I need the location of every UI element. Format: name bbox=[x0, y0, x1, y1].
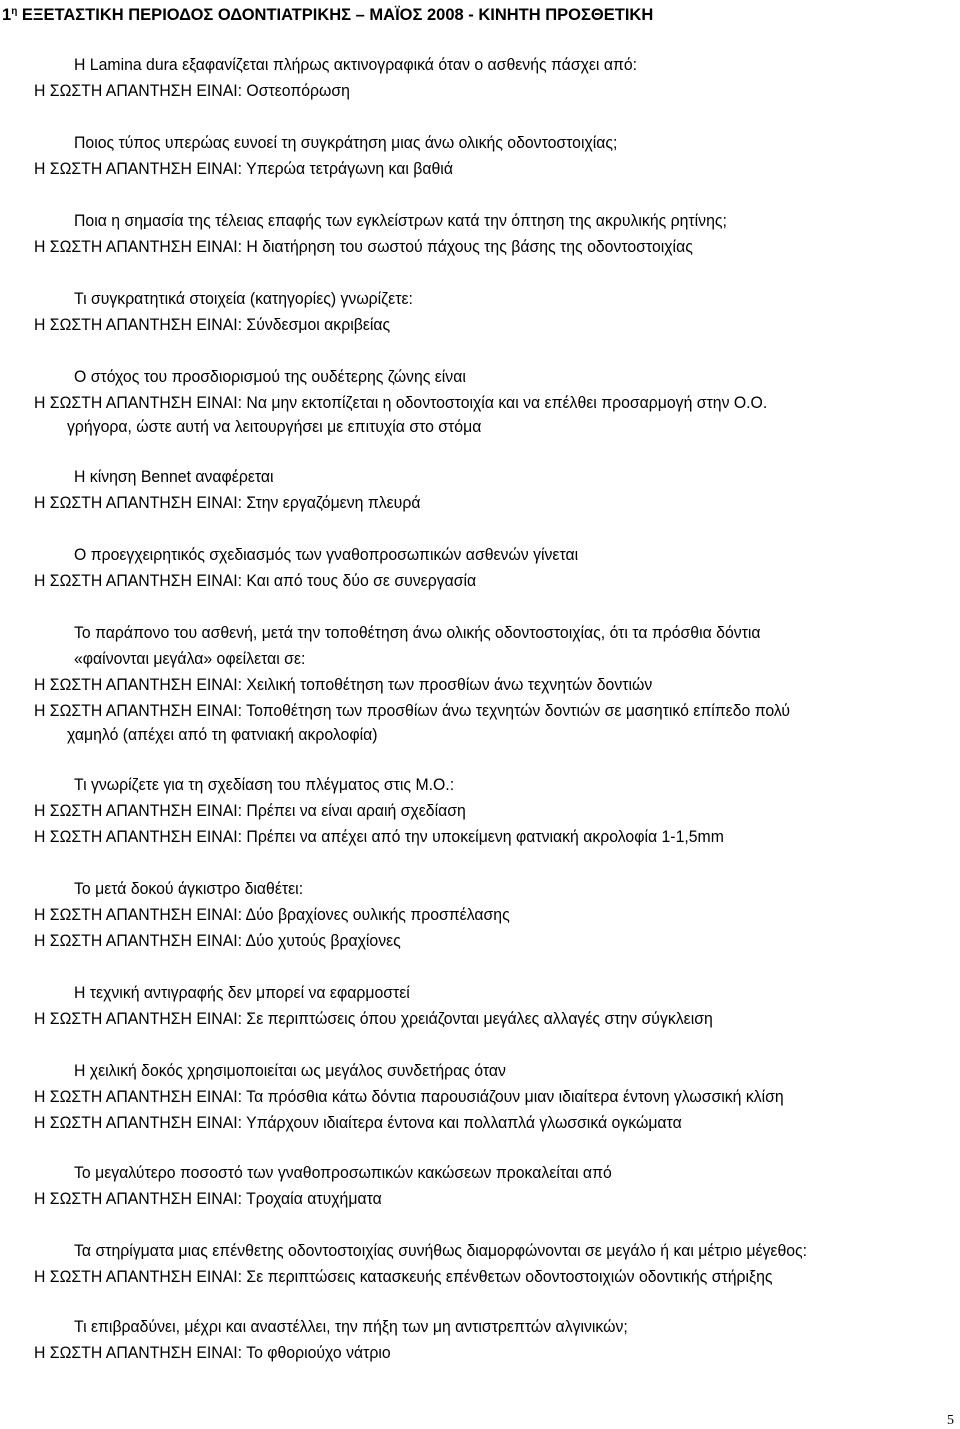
question-line: Το μεγαλύτερο ποσοστό των γναθοπροσωπικών κακώσεων προκαλείται από bbox=[74, 1163, 612, 1182]
answer-line: Η ΣΩΣΤΗ ΑΠΑΝΤΗΣΗ ΕΙΝΑΙ: Υπάρχουν ιδιαίτερα έντονα και πολλαπλά γλωσσικά ογκώματα bbox=[34, 1113, 682, 1132]
question-line: Τι επιβραδύνει, μέχρι και αναστέλλει, την πήξη των μη αντιστρεπτών αλγινικών; bbox=[74, 1317, 628, 1336]
question-line: Ο στόχος του προσδιορισμού της ουδέτερης ζώνης είναι bbox=[74, 367, 466, 386]
question-line: Τι συγκρατητικά στοιχεία (κατηγορίες) γνωρίζετε: bbox=[74, 289, 413, 308]
question-line: Η χειλική δοκός χρησιμοποιείται ως μεγάλος συνδετήρας όταν bbox=[74, 1061, 506, 1080]
question-line: Τα στηρίγματα μιας επένθετης οδοντοστοιχίας συνήθως διαμορφώνονται σε μεγάλο ή και μέτριο μέγεθος: bbox=[74, 1241, 808, 1260]
question-line: Το μετά δοκού άγκιστρο διαθέτει: bbox=[74, 879, 304, 898]
answer-line: Η ΣΩΣΤΗ ΑΠΑΝΤΗΣΗ ΕΙΝΑΙ: Πρέπει να είναι αραιή σχεδίαση bbox=[34, 801, 466, 820]
page-number: 5 bbox=[947, 1413, 954, 1428]
answer-continuation: γρήγορα, ώστε αυτή να λειτουργήσει με επιτυχία στο στόμα bbox=[67, 417, 482, 436]
heading-title: ΕΞΕΤΑΣΤΙΚΗ ΠΕΡΙΟΔΟΣ ΟΔΟΝΤΙΑΤΡΙΚΗΣ – ΜΑΪΟΣ 2008 - ΚΙΝΗΤΗ ΠΡΟΣΘΕΤΙΚΗ bbox=[17, 6, 654, 24]
question-line: Ποια η σημασία της τέλειας επαφής των εγκλείστρων κατά την όπτηση της ακρυλικής ρητίνης; bbox=[74, 211, 727, 230]
page-heading bbox=[2, 6, 653, 25]
question-line: Το παράπονο του ασθενή, μετά την τοποθέτηση άνω ολικής οδοντοστοιχίας, ότι τα πρόσθια δόντια bbox=[74, 623, 761, 642]
answer-line: Η ΣΩΣΤΗ ΑΠΑΝΤΗΣΗ ΕΙΝΑΙ: Σε περιπτώσεις κατασκευής επένθετων οδοντοστοιχιών οδοντικής στήριξης bbox=[34, 1267, 773, 1286]
answer-line: Η ΣΩΣΤΗ ΑΠΑΝΤΗΣΗ ΕΙΝΑΙ: Τροχαία ατυχήματα bbox=[34, 1189, 382, 1208]
answer-line: Η ΣΩΣΤΗ ΑΠΑΝΤΗΣΗ ΕΙΝΑΙ: Τα πρόσθια κάτω δόντια παρουσιάζουν μιαν ιδιαίτερα έντονη γλωσσική κλίση bbox=[34, 1087, 784, 1106]
question-continuation: «φαίνονται μεγάλα» οφείλεται σε: bbox=[74, 649, 306, 668]
answer-line: Η ΣΩΣΤΗ ΑΠΑΝΤΗΣΗ ΕΙΝΑΙ: Το φθοριούχο νάτριο bbox=[34, 1343, 391, 1362]
heading-ordinal: η bbox=[11, 6, 18, 17]
answer-line: Η ΣΩΣΤΗ ΑΠΑΝΤΗΣΗ ΕΙΝΑΙ: Οστεοπόρωση bbox=[34, 81, 350, 100]
answer-line: Η ΣΩΣΤΗ ΑΠΑΝΤΗΣΗ ΕΙΝΑΙ: Στην εργαζόμενη πλευρά bbox=[34, 493, 421, 512]
question-line: Η κίνηση Bennet αναφέρεται bbox=[74, 467, 274, 486]
answer-line: Η ΣΩΣΤΗ ΑΠΑΝΤΗΣΗ ΕΙΝΑΙ: Σύνδεσμοι ακριβείας bbox=[34, 315, 391, 334]
question-line: Η τεχνική αντιγραφής δεν μπορεί να εφαρμοστεί bbox=[74, 983, 410, 1002]
answer-line: Η ΣΩΣΤΗ ΑΠΑΝΤΗΣΗ ΕΙΝΑΙ: Δύο χυτούς βραχίονες bbox=[34, 931, 401, 950]
answer-line: Η ΣΩΣΤΗ ΑΠΑΝΤΗΣΗ ΕΙΝΑΙ: Δύο βραχίονες ουλικής προσπέλασης bbox=[34, 905, 510, 924]
answer-line: Η ΣΩΣΤΗ ΑΠΑΝΤΗΣΗ ΕΙΝΑΙ: Και από τους δύο σε συνεργασία bbox=[34, 571, 477, 590]
answer-line: Η ΣΩΣΤΗ ΑΠΑΝΤΗΣΗ ΕΙΝΑΙ: Να μην εκτοπίζεται η οδοντοστοιχία και να επέλθει προσαρμογή στην Ο.Ο. bbox=[34, 393, 768, 412]
answer-line: Η ΣΩΣΤΗ ΑΠΑΝΤΗΣΗ ΕΙΝΑΙ: Η διατήρηση του σωστού πάχους της βάσης της οδοντοστοιχίας bbox=[34, 237, 693, 256]
answer-line: Η ΣΩΣΤΗ ΑΠΑΝΤΗΣΗ ΕΙΝΑΙ: Υπερώα τετράγωνη και βαθιά bbox=[34, 159, 453, 178]
question-line: Τι γνωρίζετε για τη σχεδίαση του πλέγματος στις Μ.Ο.: bbox=[74, 775, 455, 794]
question-line: Ποιος τύπος υπερώας ευνοεί τη συγκράτηση μιας άνω ολικής οδοντοστοιχίας; bbox=[74, 133, 618, 152]
answer-line: Η ΣΩΣΤΗ ΑΠΑΝΤΗΣΗ ΕΙΝΑΙ: Τοποθέτηση των προσθίων άνω τεχνητών δοντιών σε μασητικό επίπεδο πολύ bbox=[34, 701, 791, 720]
question-line: Η Lamina dura εξαφανίζεται πλήρως ακτινογραφικά όταν ο ασθενής πάσχει από: bbox=[74, 55, 638, 74]
answer-line: Η ΣΩΣΤΗ ΑΠΑΝΤΗΣΗ ΕΙΝΑΙ: Πρέπει να απέχει από την υποκείμενη φατνιακή ακρολοφία 1-1,5mm bbox=[34, 827, 724, 846]
heading-number: 1 bbox=[2, 6, 12, 24]
answer-line: Η ΣΩΣΤΗ ΑΠΑΝΤΗΣΗ ΕΙΝΑΙ: Χειλική τοποθέτηση των προσθίων άνω τεχνητών δοντιών bbox=[34, 675, 653, 694]
question-line: Ο προεγχειρητικός σχεδιασμός των γναθοπροσωπικών ασθενών γίνεται bbox=[74, 545, 579, 564]
answer-line: Η ΣΩΣΤΗ ΑΠΑΝΤΗΣΗ ΕΙΝΑΙ: Σε περιπτώσεις όπου χρειάζονται μεγάλες αλλαγές στην σύγκλειση bbox=[34, 1009, 713, 1028]
answer-continuation: χαμηλό (απέχει από τη φατνιακή ακρολοφία) bbox=[67, 725, 378, 744]
